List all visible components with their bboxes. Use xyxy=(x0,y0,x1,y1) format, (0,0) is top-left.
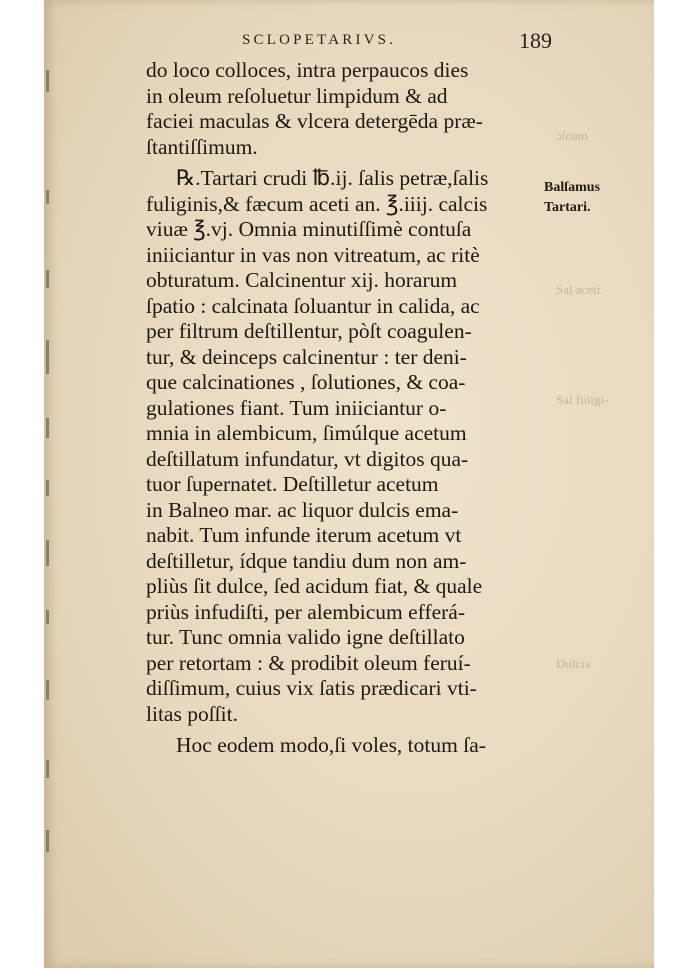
text-line: viuæ ℥.vj. Omnia minutiſſimè contuſa xyxy=(146,217,472,241)
text-line: faciei maculas & vlcera detergēda præ- xyxy=(146,109,483,133)
text-line: tur, & deinceps calcinentur : ter deni- xyxy=(146,344,467,369)
marginal-note-line: Tartari. xyxy=(544,200,591,215)
text-line: que calcinationes , ſolutiones, & coa- xyxy=(146,370,466,394)
text-line: obturatum. Calcinentur xij. horarum xyxy=(146,268,458,292)
show-through-text: Sal fuligi- xyxy=(556,392,609,407)
text-line: ſpatio : calcinata ſoluantur in calida, ac xyxy=(146,293,480,318)
text-line: in oleum reſoluetur limpidum & ad xyxy=(146,83,448,108)
gutter-stain-marks xyxy=(44,40,56,900)
show-through-text: Sal aceti. xyxy=(556,282,604,297)
page-header xyxy=(242,28,552,58)
show-through-text: Dulcis xyxy=(556,656,590,671)
text-line: nabit. Tum infunde iterum acetum vt xyxy=(146,523,462,547)
text-line: do loco colloces, intra perpaucos dies xyxy=(146,58,469,82)
text-line: deſtillatum infundatur, vt digitos qua- xyxy=(146,446,469,471)
text-line: per filtrum deſtillentur, pòſt coagulen- xyxy=(146,319,472,343)
marginal-note-line: Balſamus xyxy=(544,180,601,195)
book-page xyxy=(44,0,654,968)
text-line: iniiciantur in vas non vitreatum, ac ritè xyxy=(146,242,480,267)
body-text xyxy=(146,58,546,759)
marginal-note xyxy=(544,178,600,218)
page-number: 189 xyxy=(519,28,552,53)
text-line: litas poſſit. xyxy=(146,701,238,726)
show-through-text: ɔlcum xyxy=(556,128,588,143)
text-line: pliùs ſit dulce, ſed acidum fiat, & quale xyxy=(146,574,483,598)
text-line: tuor ſupernatet. Deſtilletur acetum xyxy=(146,472,439,496)
text-line: ſtantiſſimum. xyxy=(146,134,258,159)
text-line: fuliginis,& fæcum aceti an. ℥.iiij. calcis xyxy=(146,191,488,216)
text-line: mnia in alembicum, ſimúlque acetum xyxy=(146,421,467,445)
text-line: deſtilletur, ídque tandiu dum non am- xyxy=(146,548,467,573)
text-line: tur. Tunc omnia valido igne deſtillato xyxy=(146,625,465,649)
text-line: ℞.Tartari crudi ℔.ij. ſalis petræ,ſalis xyxy=(176,166,489,190)
text-line: Hoc eodem modo,ſi voles, totum ſa- xyxy=(176,733,486,757)
running-head: SCLOPETARIVS. xyxy=(242,32,397,48)
text-line: diſſimum, cuius vix ſatis prædicari vti- xyxy=(146,676,477,700)
text-line: per retortam : & prodibit oleum feruí- xyxy=(146,650,471,675)
text-line: in Balneo mar. ac liquor dulcis ema- xyxy=(146,497,459,522)
text-line: priùs infudiſti, per alembicum efferá- xyxy=(146,599,466,624)
text-line: gulationes fiant. Tum iniiciantur o- xyxy=(146,395,447,420)
